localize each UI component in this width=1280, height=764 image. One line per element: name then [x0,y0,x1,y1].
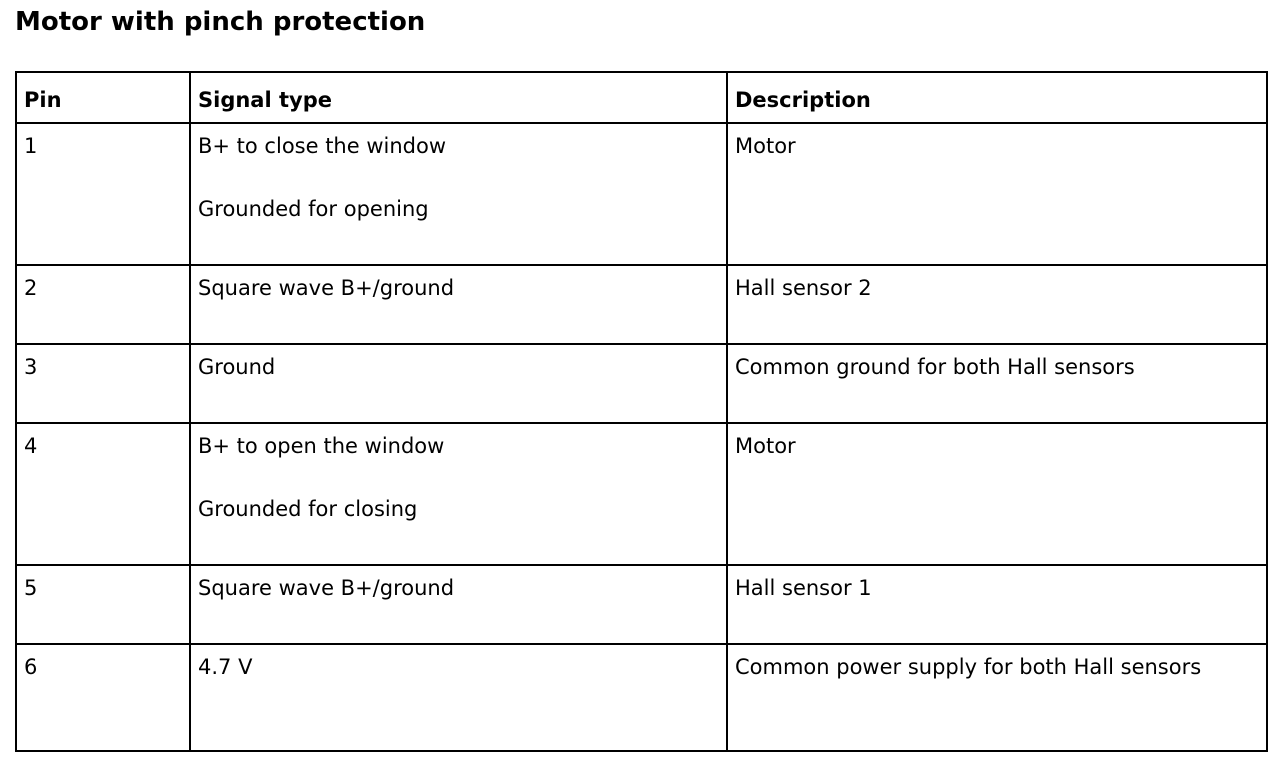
signal-type-cell [190,344,727,423]
column-header-description: Description [727,72,1267,123]
description-cell: Common ground for both Hall sensors [727,344,1267,423]
column-header-pin: Pin [16,72,190,123]
pin-table [15,71,1268,752]
signal-type-text: Grounded for opening [198,197,429,221]
signal-type-text: Square wave B+/ground [198,276,455,300]
pin-cell: 3 [16,344,190,423]
table-row [16,123,1267,265]
signal-type-text: Grounded for closing [198,497,418,521]
pin-cell: 4 [16,423,190,565]
signal-type-text: B+ to close the window [198,134,447,158]
pin-cell: 6 [16,644,190,751]
table-row [16,565,1267,644]
description-cell: Hall sensor 1 [727,565,1267,644]
signal-type-cell [190,644,727,751]
signal-type-cell [190,265,727,344]
description-cell: Motor [727,423,1267,565]
description-cell: Motor [727,123,1267,265]
column-header-signal-type: Signal type [190,72,727,123]
signal-type-text: B+ to open the window [198,434,445,458]
signal-type-cell [190,123,727,265]
pin-cell: 5 [16,565,190,644]
table-row [16,265,1267,344]
pin-cell: 1 [16,123,190,265]
signal-type-text: 4.7 V [198,655,253,679]
table-row [16,344,1267,423]
table-row [16,423,1267,565]
signal-type-cell [190,423,727,565]
signal-type-text: Ground [198,355,276,379]
pin-cell: 2 [16,265,190,344]
table-row [16,644,1267,751]
signal-type-text: Square wave B+/ground [198,576,455,600]
page-title: Motor with pinch protection [15,7,426,37]
signal-type-cell [190,565,727,644]
description-cell: Common power supply for both Hall sensors [727,644,1267,751]
description-cell: Hall sensor 2 [727,265,1267,344]
table-header-row [16,72,1267,123]
